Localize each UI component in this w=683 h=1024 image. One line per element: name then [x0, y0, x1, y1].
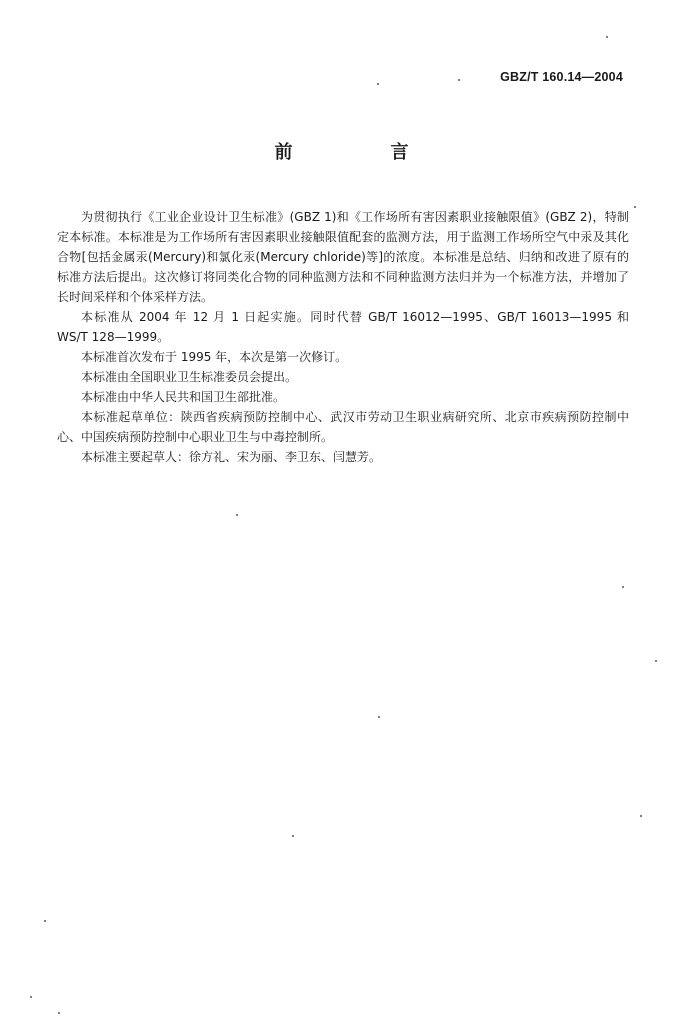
scan-speck — [44, 920, 46, 922]
paragraph-effective-date: 本标准从 2004 年 12 月 1 日起实施。同时代替 GB/T 16012—1995、GB/T 16013—1995 和 WS/T 128—1999。 — [57, 310, 629, 344]
paragraph-drafters: 本标准主要起草人：徐方礼、宋为丽、李卫东、闫慧芳。 — [81, 450, 382, 464]
scan-speck — [292, 835, 294, 837]
paragraph-drafting-units: 本标准起草单位：陕西省疾病预防控制中心、武汉市劳动卫生职业病研究所、北京市疾病预防控制中心、中国疾病预防控制中心职业卫生与中毒控制所。 — [57, 410, 629, 444]
scan-speck — [606, 36, 608, 38]
scan-speck — [634, 206, 636, 208]
page-title: 前 言 — [274, 142, 449, 163]
foreword-body — [57, 207, 629, 467]
scan-speck — [377, 83, 379, 85]
scan-speck — [58, 1012, 60, 1014]
paragraph-first-release: 本标准首次发布于 1995 年，本次是第一次修订。 — [81, 350, 348, 364]
standard-code: GBZ/T 160.14—2004 — [500, 70, 623, 84]
scan-speck — [236, 514, 238, 516]
scan-speck — [655, 660, 657, 662]
paragraph-approver: 本标准由中华人民共和国卫生部批准。 — [81, 390, 286, 404]
scan-speck — [30, 996, 32, 998]
scan-speck — [378, 716, 380, 718]
scan-speck — [640, 815, 642, 817]
paragraph-proposer: 本标准由全国职业卫生标准委员会提出。 — [81, 370, 298, 384]
paragraph-purpose: 为贯彻执行《工业企业设计卫生标准》(GBZ 1)和《工作场所有害因素职业接触限值》(GBZ 2)，特制定本标准。本标准是为工作场所有害因素职业接触限值配套的监测方法，用于监测工作场所空气中汞及其化合物[包括金属汞(Mercury)和氯化汞(Mercury chloride)等]的浓度。本标准是总结、归纳和改进了原有的标准方法后提出。这次修订将同类化合物的同种监测方法和不同种监测方法归并为一个标准方法，并增加了长时间采样和个体采样方法。 — [57, 210, 629, 304]
scan-speck — [458, 79, 460, 81]
scan-speck — [622, 586, 624, 588]
